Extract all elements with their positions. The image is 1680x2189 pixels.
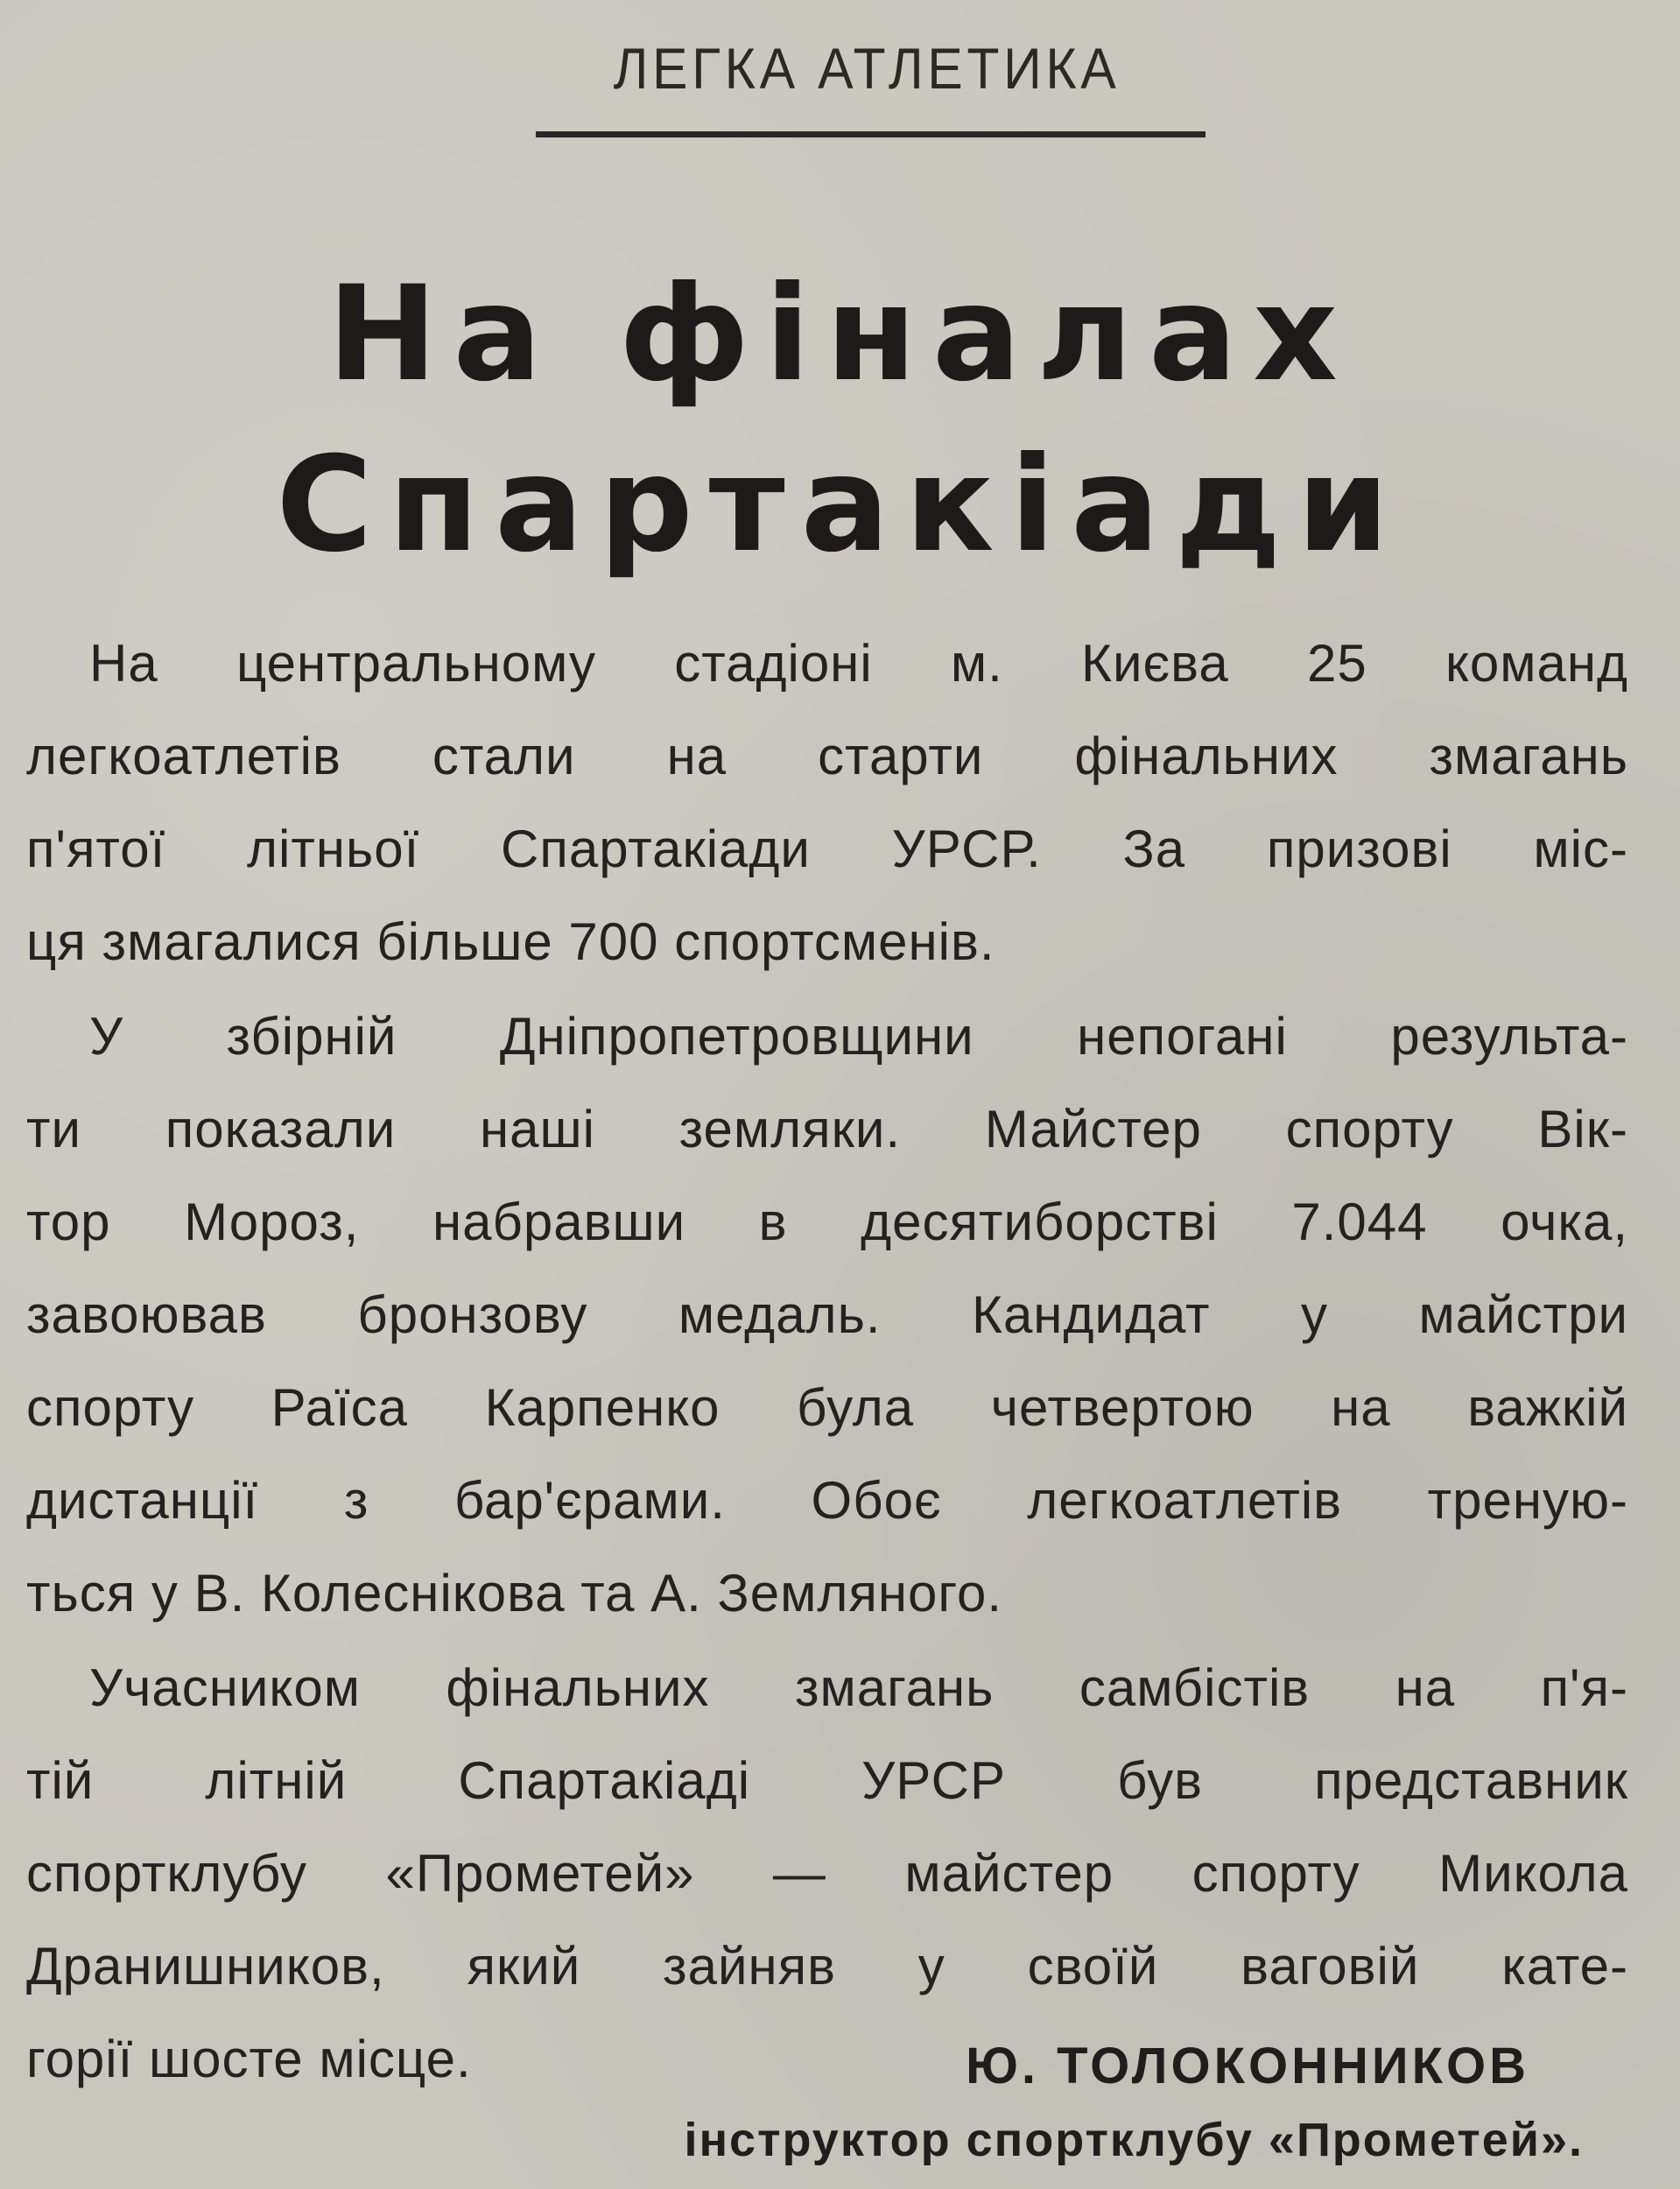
author-signature [684, 2030, 1584, 2177]
body-line: спорту Раїса Карпенко була четвертою на важкій [26, 1378, 1628, 1437]
body-line: У збірній Дніпропетровщини непогані результа- [89, 1007, 1628, 1066]
article-body [26, 617, 1628, 2106]
body-line: тій літній Спартакіаді УРСР був представник [26, 1751, 1628, 1810]
body-line: дистанції з бар'єрами. Обоє легкоатлетів треную- [26, 1471, 1628, 1530]
headline-line-2: Спартакіади [276, 429, 1405, 581]
body-line: ться у В. Колеснікова та А. Земляного. [26, 1564, 1002, 1622]
author-name: Ю. ТОЛОКОННИКОВ [966, 2038, 1529, 2094]
section-rubric: ЛЕГКА АТЛЕТИКА [613, 36, 1121, 101]
body-line: тор Мороз, набравши в десятиборстві 7.044 очка, [26, 1193, 1628, 1251]
body-line: п'ятої літньої Спартакіади УРСР. За призові міс- [26, 820, 1628, 878]
body-line: ти показали наші земляки. Майстер спорту Вік- [26, 1100, 1628, 1158]
body-line: спортклубу «Прометей» — майстер спорту Микола [26, 1844, 1628, 1903]
body-line: На центральному стадіоні м. Києва 25 команд [89, 634, 1628, 693]
body-line: Дранишников, який зайняв у своїй ваговій кате- [26, 1937, 1628, 1995]
body-line: Учасником фінальних змагань самбістів на п'я- [89, 1658, 1628, 1717]
body-line: завоював бронзову медаль. Кандидат у майстри [26, 1285, 1628, 1344]
rubric-underline [536, 131, 1206, 137]
body-line: легкоатлетів стали на старти фінальних змагань [26, 727, 1628, 785]
body-line: ця змагалися більше 700 спортсменів. [26, 912, 995, 971]
headline-line-1: На фіналах [327, 258, 1353, 411]
body-line: горії шосте місце. [26, 2030, 472, 2088]
author-role: інструктор спортклубу «Прометей». [684, 2114, 1584, 2166]
